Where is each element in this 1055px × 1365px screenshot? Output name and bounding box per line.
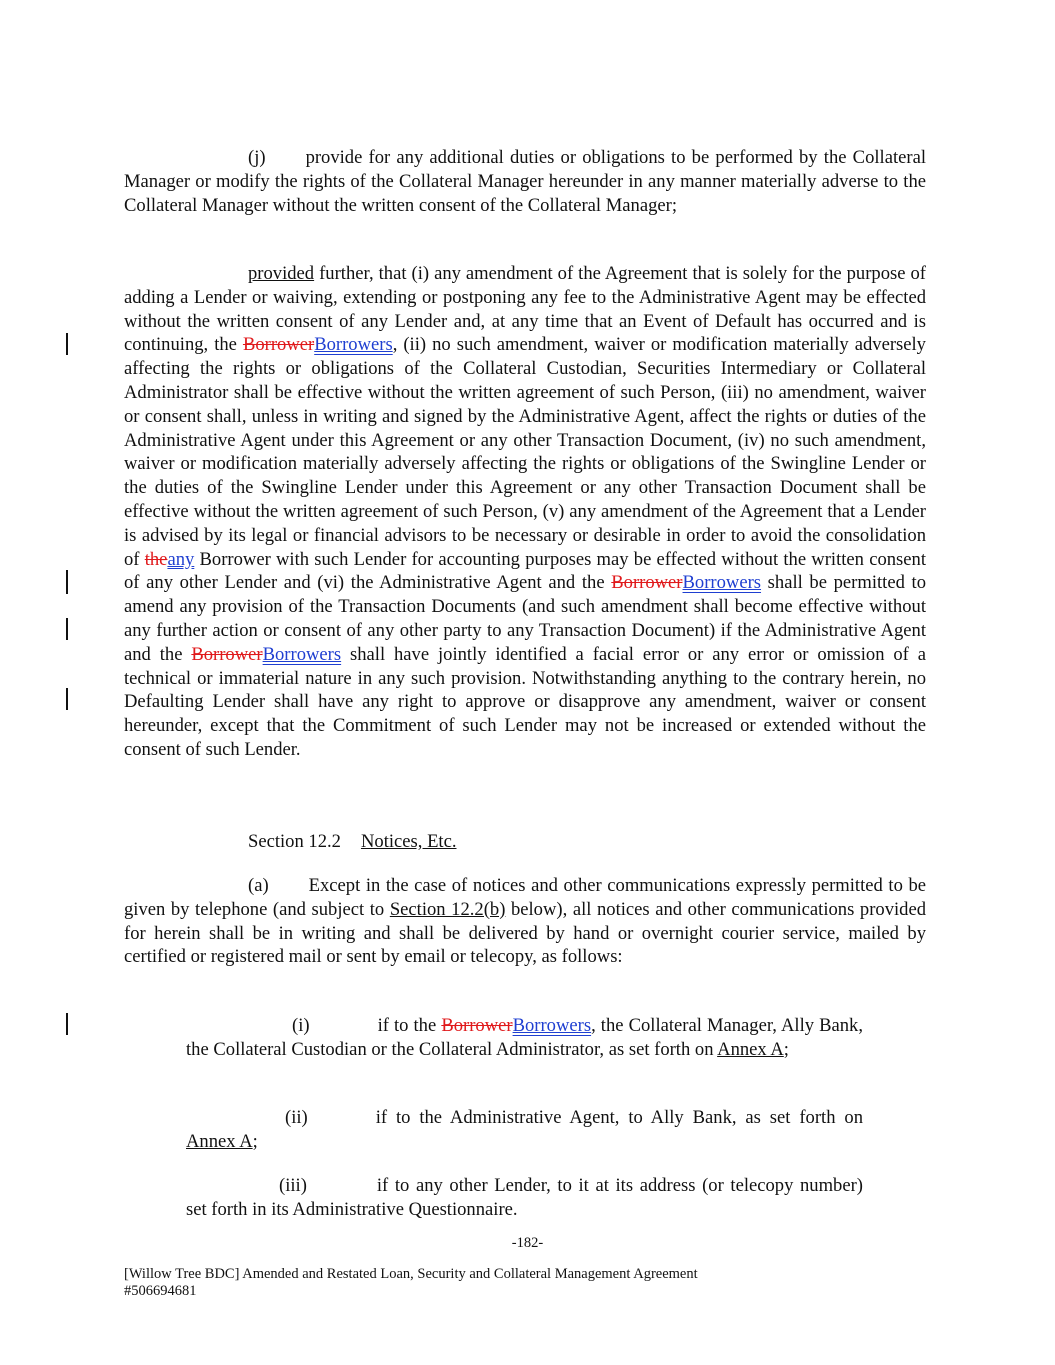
inserted-text: Borrowers <box>682 572 762 594</box>
deleted-text: Borrower <box>191 643 263 665</box>
change-bar <box>66 1013 68 1035</box>
paragraph-j <box>124 146 926 217</box>
inserted-text: Borrowers <box>314 334 393 356</box>
deleted-text: Borrower <box>242 334 315 356</box>
inserted-text: Borrowers <box>512 1015 592 1036</box>
item-iii-text: if to any other Lender, to it at its address (or telecopy number) set forth in its Administrative Questionnaire. <box>186 1175 863 1220</box>
section-number: Section 12.2 <box>248 831 341 852</box>
paragraph-a-text: Except in the case of notices and other communications expressly permitted to be given by telephone (and subject to <box>124 875 926 920</box>
page-number: -182- <box>511 1235 544 1251</box>
inserted-text: any <box>167 548 195 570</box>
provided-term: provided <box>248 263 315 284</box>
inserted-text: Borrowers <box>262 643 342 665</box>
deleted-text: the <box>144 548 168 570</box>
footer-title: [Willow Tree BDC] Amended and Restated Loan, Security and Collateral Management Agreement <box>124 1266 698 1282</box>
proviso-text: shall have jointly identified a facial error or any error or omission of a technical or immaterial nature in any such provision. Notwithstanding anything to the contrary herein, no Defaulting Lender shall have any right to approve or disapprove any amendment, waiver or consent hereunder, except that the Commitment of such Lender may not be increased or extended without the consent of such Lender. <box>124 643 927 760</box>
item-iii-label: (iii) <box>279 1175 307 1196</box>
proviso-text: , (ii) no such amendment, waiver or modification materially adversely affecting the rights or obligations of the Collateral Custodian, Securities Intermediary or Collateral Administrator shall be effective without the written agreement of such Person, (iii) no amendment, waiver or consent shall, unless in writing and signed by the Administrative Agent, affect the rights or duties of the Administrative Agent under this Agreement or any other Transaction Document, (iv) no such amendment, waiver or modification materially adversely affecting the rights or obligations of the Swingline Lender or the duties of the Swingline Lender under this Agreement or any other Transaction Document shall be effective without the written agreement of such Person, (v) any amendment of the Agreement that a Lender is advised by its legal or financial advisors to be necessary or desirable in order to avoid the consolidation of <box>124 334 926 570</box>
item-ii-text: if to the Administrative Agent, to Ally Bank, as set forth on <box>375 1107 863 1128</box>
paragraph-a-text: below), all notices and other communications provided for herein shall be in writing and shall be delivered by hand or overnight courier service, mailed by certified or registered mail or sent by email or telecopy, as follows: <box>124 898 927 968</box>
deleted-text: Borrower <box>441 1015 513 1036</box>
paragraph-a <box>124 874 926 969</box>
change-bar <box>66 618 68 640</box>
change-bar <box>66 570 68 594</box>
document-footer <box>124 1266 698 1300</box>
item-ii-label: (ii) <box>285 1107 308 1128</box>
proviso-text: shall be permitted to amend any provision of the Transaction Documents (and such amendment shall become effective without any further action or consent of any other party to any Transaction Document) if the Administrative Agent and the <box>124 572 926 665</box>
annex-reference: Annex A <box>186 1130 253 1152</box>
item-i-text: if to the <box>377 1015 442 1036</box>
change-bar <box>66 333 68 355</box>
item-i-text: ; <box>783 1038 789 1060</box>
deleted-text: Borrower <box>611 572 683 594</box>
notice-item-iii <box>186 1174 863 1222</box>
paragraph-j-label: (j) <box>248 147 266 168</box>
proviso-paragraph <box>124 262 926 762</box>
item-i-text: , the Collateral Manager, Ally Bank, the Collateral Custodian or the Collateral Administrator, as set forth on <box>186 1015 864 1060</box>
footer-doc-id: #506694681 <box>124 1283 197 1299</box>
notice-item-i <box>186 1014 863 1062</box>
notice-item-ii <box>186 1106 863 1154</box>
annex-reference: Annex A <box>717 1038 784 1060</box>
item-i-label: (i) <box>292 1015 310 1036</box>
item-ii-text: ; <box>252 1130 258 1152</box>
proviso-text: Borrower with such Lender for accounting purposes may be effected without the written consent of any other Lender and (vi) the Administrative Agent and the <box>124 548 926 594</box>
proviso-text: further, that (i) any amendment of the Agreement that is solely for the purpose of adding a Lender or waiving, extending or postponing any fee to the Administrative Agent may be effected without the written consent of any Lender and, at any time that an Event of Default has occurred and is continuing, the <box>124 263 926 356</box>
section-heading <box>124 830 926 854</box>
paragraph-j-text: provide for any additional duties or obligations to be performed by the Collateral Manager or modify the rights of the Collateral Manager hereunder in any manner materially adverse to the Collateral Manager without the written consent of the Collateral Manager; <box>124 147 926 216</box>
change-bar <box>66 688 68 710</box>
paragraph-a-label: (a) <box>248 875 269 896</box>
section-reference: Section 12.2(b) <box>389 898 506 920</box>
section-title: Notices, Etc. <box>360 831 457 852</box>
